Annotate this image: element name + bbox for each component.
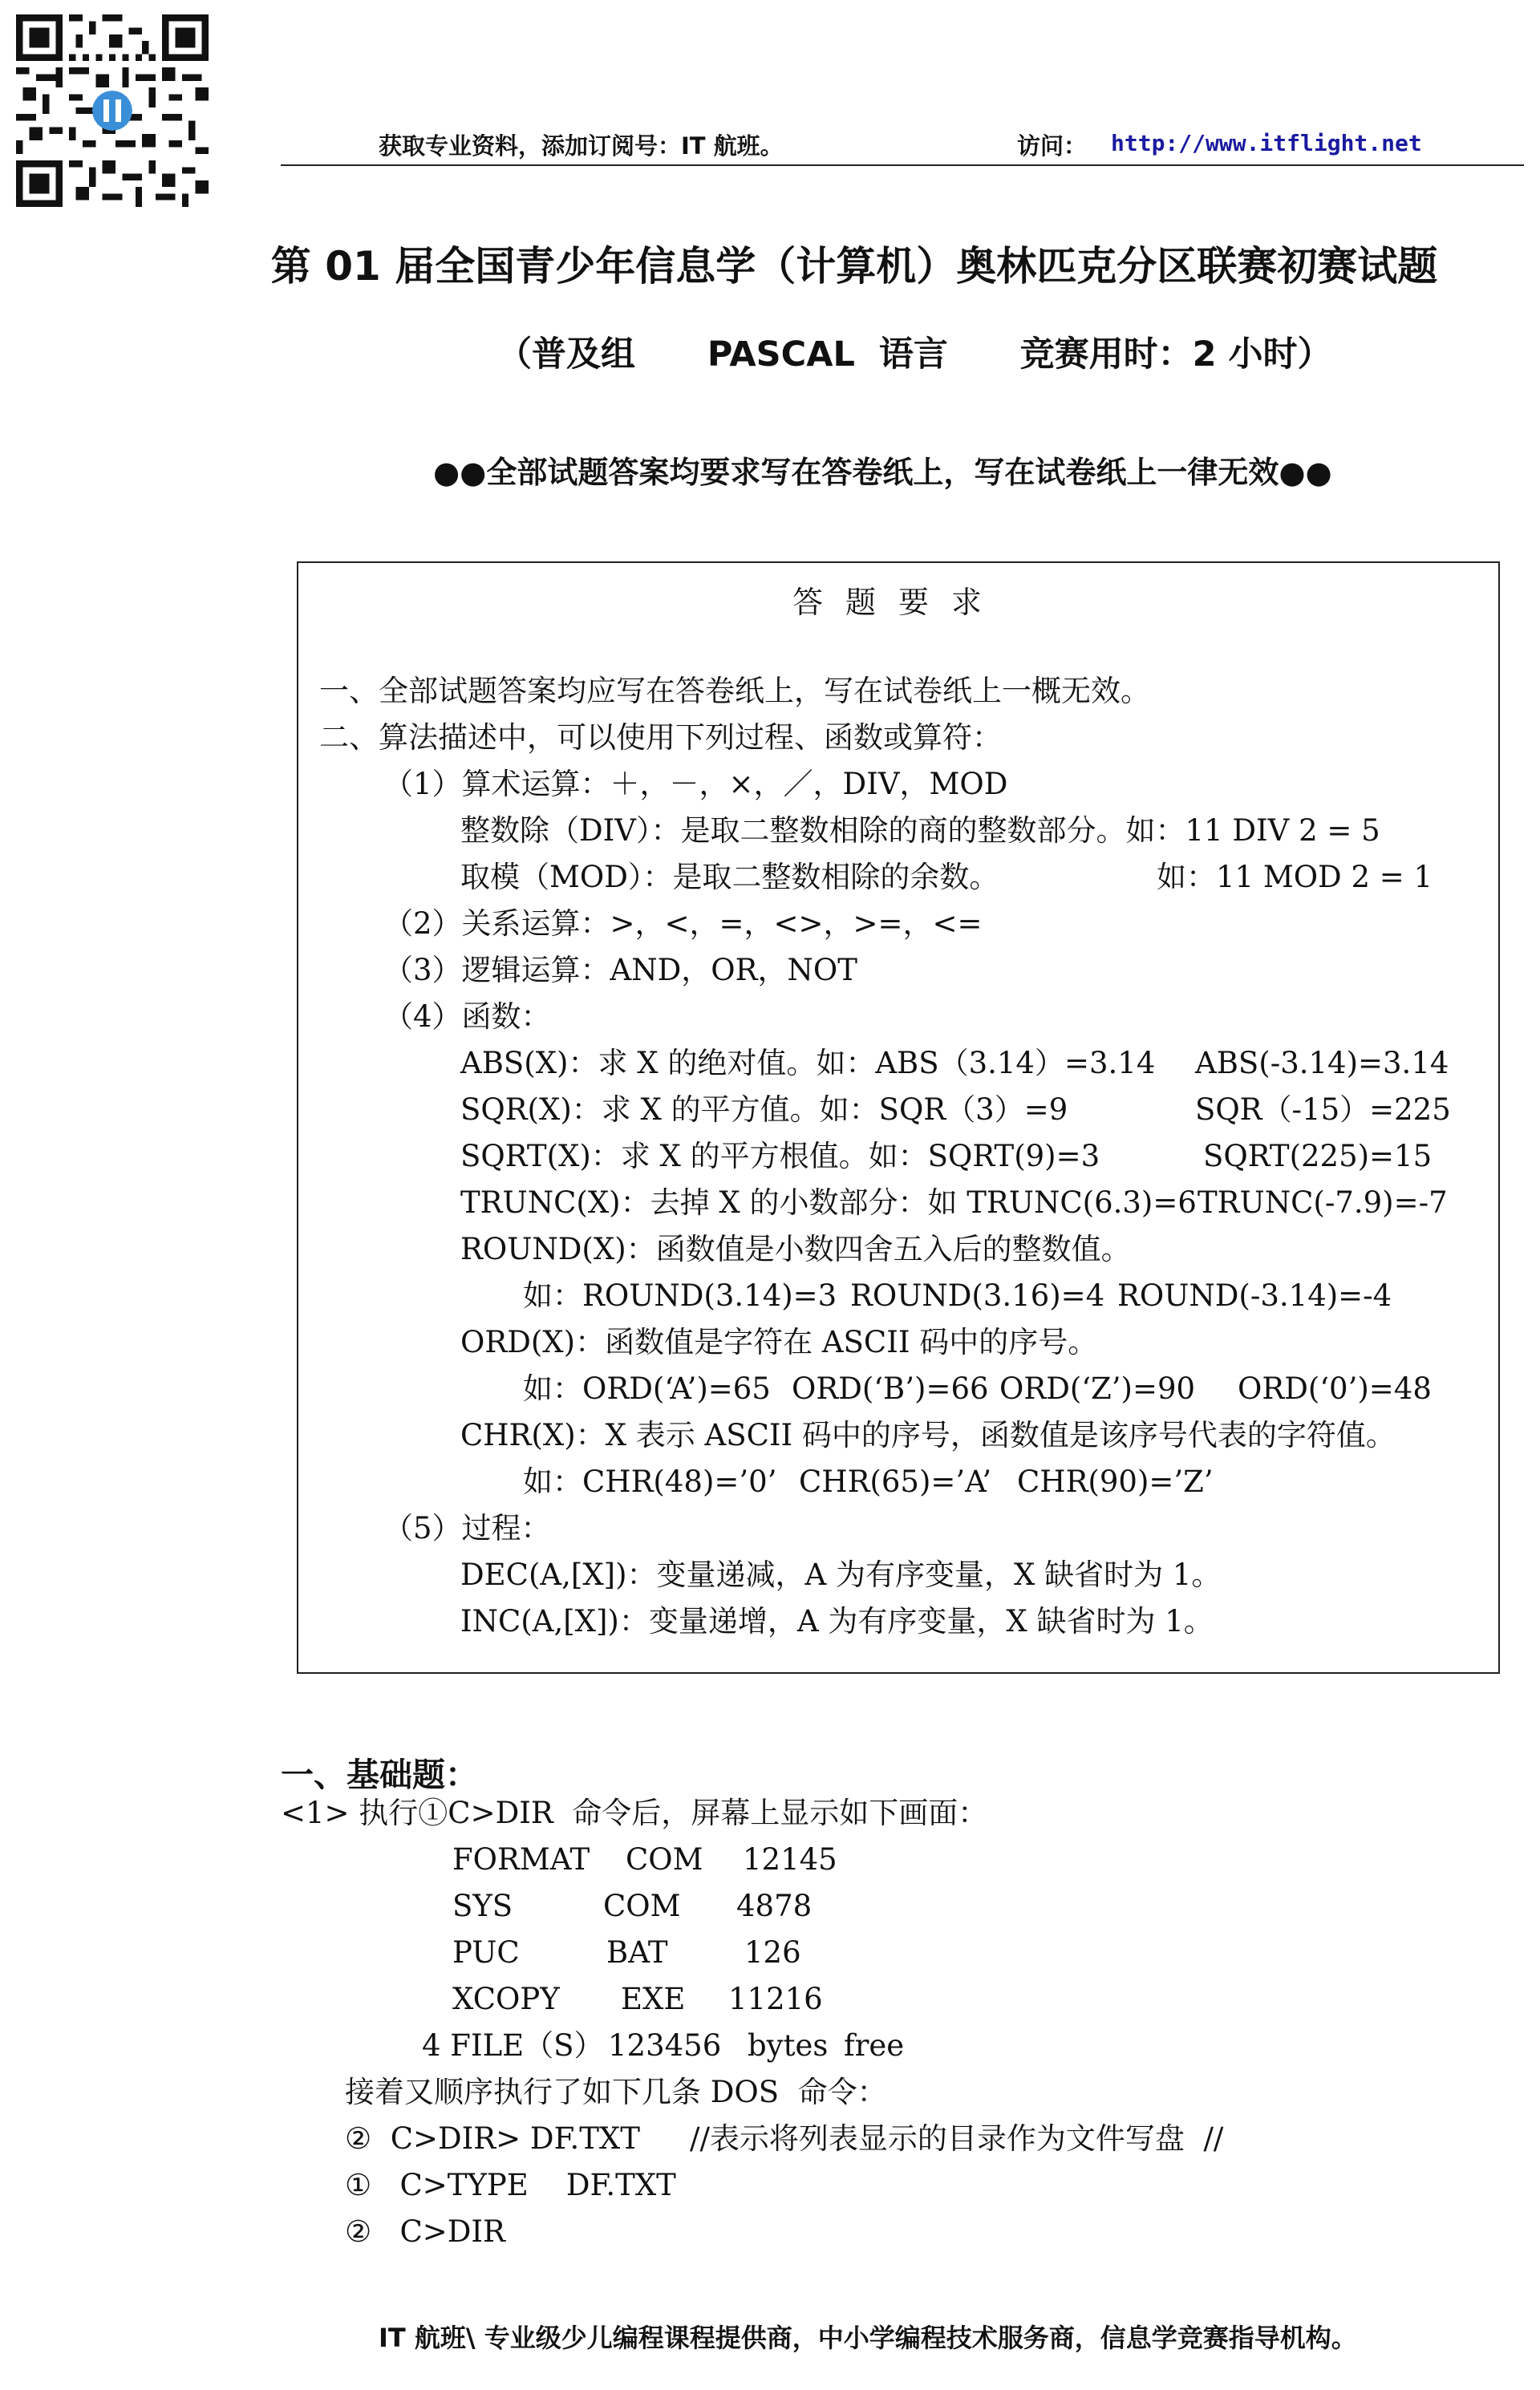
req-sqr-example: SQR（-15）=225	[1195, 1092, 1451, 1127]
question-1-intro: <1> 执行①C>DIR 命令后，屏幕上显示如下画面：	[281, 1796, 988, 1830]
section-heading-basic: 一、基础题：	[281, 1756, 478, 1794]
req-inc: INC(A,[X])：变量递增，A 为有序变量，X 缺省时为 1。	[460, 1604, 1214, 1639]
qr-code-icon	[16, 14, 209, 207]
req-mod-example: 如：11 MOD 2 = 1	[1157, 860, 1433, 894]
req-chr-ex1: 如：CHR(48)=’0’	[523, 1464, 777, 1499]
listing-size: 4878	[736, 1889, 813, 1923]
page-title: 第 01 届全国青少年信息学（计算机）奥林匹克分区联赛初赛试题	[270, 243, 1438, 290]
req-ord-ex1: 如：ORD(‘A’)=65	[523, 1371, 771, 1406]
req-ord-ex2: ORD(‘B’)=66	[792, 1371, 989, 1406]
header-visit-label: 访问：	[1017, 132, 1088, 160]
req-func-label: （4）函数：	[383, 999, 551, 1034]
header-subscribe-text: 获取专业资料，添加订阅号：IT 航班。	[379, 132, 784, 160]
listing-file-count: 4 FILE（S）	[422, 2028, 604, 2063]
dos-command-2: ① C>TYPE DF.TXT	[345, 2168, 676, 2202]
req-chr: CHR(X)：X 表示 ASCII 码中的序号，函数值是该序号代表的字符值。	[460, 1418, 1396, 1452]
req-arith: （1）算术运算：＋，－，×，／，DIV，MOD	[383, 767, 1008, 801]
req-chr-ex2: CHR(65)=’A’	[799, 1464, 992, 1499]
req-chr-ex3: CHR(90)=’Z’	[1017, 1464, 1214, 1499]
req-ord-ex3: ORD(‘Z’)=90	[999, 1371, 1196, 1406]
req-trunc: TRUNC(X)：去掉 X 的小数部分：如 TRUNC(6.3)=6	[460, 1185, 1197, 1220]
dos-command-1: ② C>DIR> DF.TXT	[345, 2121, 640, 2156]
page-subtitle: （普及组 PASCAL 语言 竞赛用时：2 小时）	[497, 334, 1332, 375]
req-abs: ABS(X)：求 X 的绝对值。如：ABS（3.14）=3.14	[460, 1046, 1156, 1080]
req-mod: 取模（MOD）：是取二整数相除的余数。	[460, 860, 999, 894]
req-trunc-example: TRUNC(-7.9)=-7	[1198, 1185, 1448, 1220]
req-ord-ex4: ORD(‘0’)=48	[1238, 1371, 1432, 1406]
question-1-then: 接着又顺序执行了如下几条 DOS 命令：	[345, 2075, 887, 2109]
req-item-2: 二、算法描述中，可以使用下列过程、函数或算符：	[319, 720, 1002, 755]
dos-command-3: ② C>DIR	[345, 2214, 505, 2249]
listing-bytes-unit: bytes	[748, 2028, 829, 2063]
req-item-1: 一、全部试题答案均应写在答卷纸上，写在试卷纸上一概无效。	[319, 674, 1150, 708]
req-div: 整数除（DIV）：是取二整数相除的商的整数部分。如：11 DIV 2 = 5	[460, 813, 1380, 848]
dos-command-1-comment: //表示将列表显示的目录作为文件写盘 //	[690, 2121, 1224, 2156]
req-sqrt: SQRT(X)：求 X 的平方根值。如：SQRT(9)=3	[460, 1139, 1100, 1173]
listing-size: 12145	[743, 1842, 837, 1877]
listing-ext: COM	[626, 1842, 703, 1877]
header-url-link[interactable]: http://www.itflight.net	[1111, 130, 1422, 156]
req-round-ex2: ROUND(3.16)=4	[850, 1278, 1105, 1313]
req-proc-label: （5）过程：	[383, 1511, 551, 1545]
listing-name: PUC	[452, 1935, 520, 1970]
listing-free-bytes: 123456	[608, 2028, 722, 2063]
page-footer: IT 航班\ 专业级少儿编程课程提供商，中小学编程技术服务商，信息学竞赛指导机构。	[379, 2323, 1357, 2353]
req-round-ex3: ROUND(-3.14)=-4	[1117, 1278, 1392, 1313]
req-dec: DEC(A,[X])：变量递减，A 为有序变量，X 缺省时为 1。	[460, 1558, 1222, 1592]
req-abs-example: ABS(-3.14)=3.14	[1195, 1046, 1449, 1080]
listing-ext: BAT	[606, 1935, 668, 1970]
req-round: ROUND(X)：函数值是小数四舍五入后的整数值。	[460, 1232, 1131, 1266]
req-ord: ORD(X)：函数值是字符在 ASCII 码中的序号。	[460, 1325, 1098, 1359]
req-round-ex1: 如：ROUND(3.14)=3	[523, 1278, 837, 1313]
listing-free-label: free	[844, 2028, 905, 2063]
listing-name: FORMAT	[452, 1842, 590, 1877]
header-divider	[281, 164, 1524, 166]
listing-name: SYS	[452, 1889, 513, 1923]
listing-ext: EXE	[621, 1982, 686, 2016]
listing-name: XCOPY	[452, 1982, 560, 2016]
answer-notice: ●●全部试题答案均要求写在答卷纸上，写在试卷纸上一律无效●●	[433, 455, 1332, 490]
requirements-title: 答题要求	[792, 585, 1004, 620]
req-sqrt-example: SQRT(225)=15	[1203, 1139, 1433, 1173]
listing-size: 126	[744, 1935, 801, 1970]
listing-ext: COM	[603, 1889, 681, 1923]
listing-size: 11216	[728, 1982, 823, 2016]
req-logic: （3）逻辑运算：AND，OR，NOT	[383, 953, 857, 987]
req-sqr: SQR(X)：求 X 的平方值。如：SQR（3）=9	[460, 1092, 1068, 1127]
req-relation: （2）关系运算：>，<，=，<>，>=，<=	[383, 906, 983, 941]
